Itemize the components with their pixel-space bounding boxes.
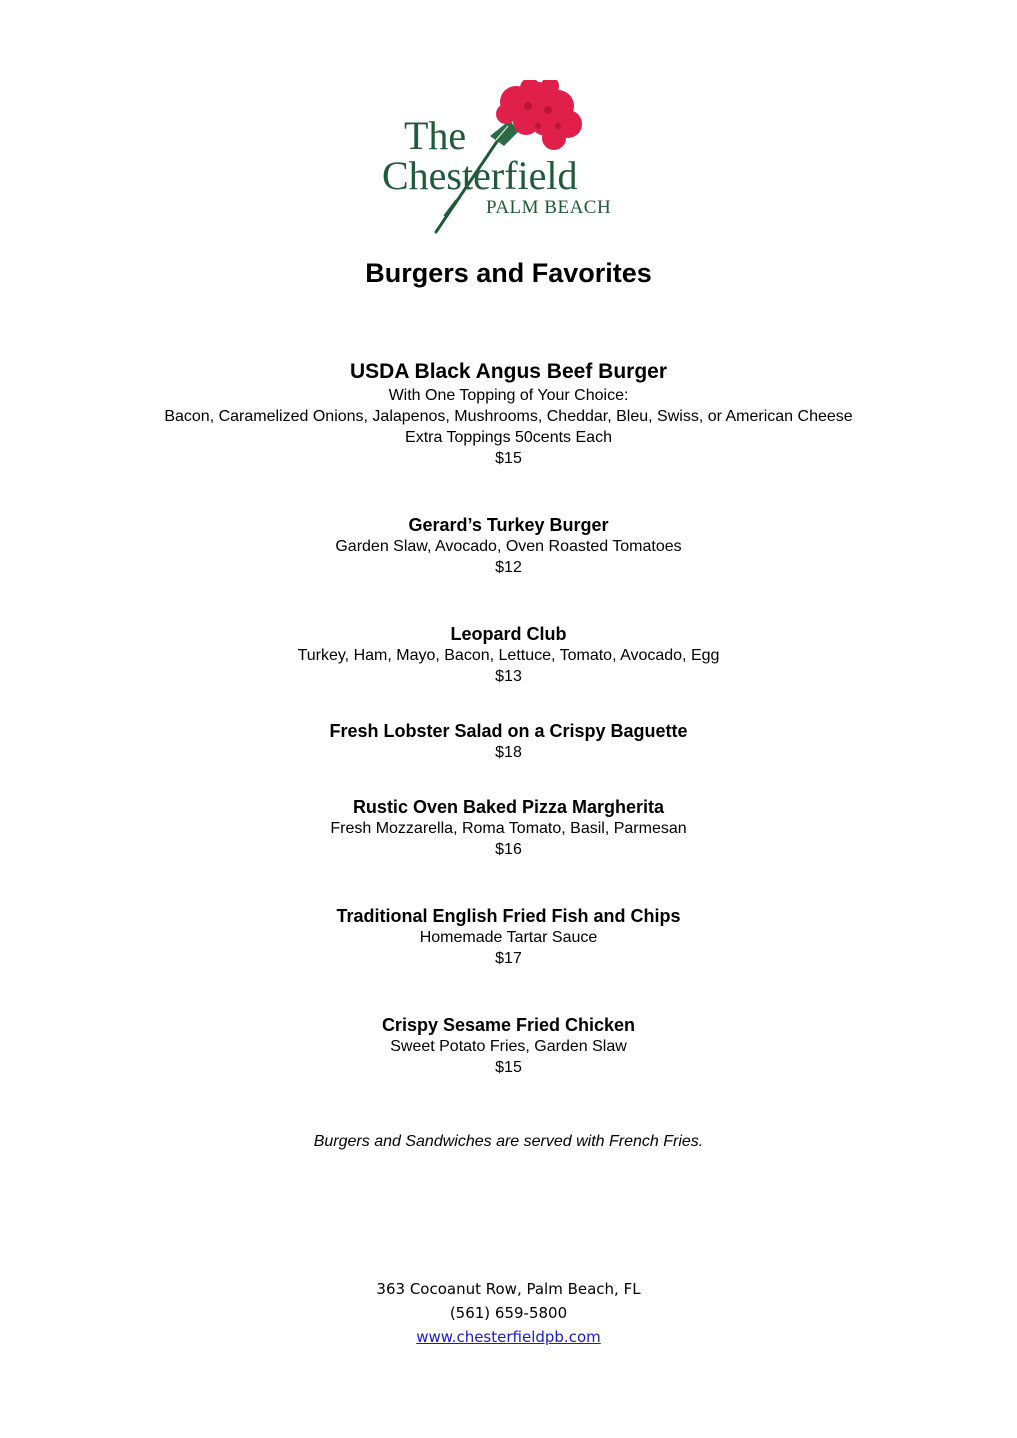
item-price: $15 [495, 450, 522, 467]
logo-line-the: The [404, 113, 467, 158]
menu-item [0, 905, 1017, 969]
phone-number: (561) 659-5800 [449, 1304, 568, 1322]
website-link[interactable]: www.chesterfieldpb.com [416, 1328, 601, 1346]
item-description: Fresh Mozzarella, Roma Tomato, Basil, Parmesan [330, 820, 687, 837]
item-name: Gerard’s Turkey Burger [408, 515, 609, 535]
item-description: Turkey, Ham, Mayo, Bacon, Lettuce, Tomato, Avocado, Egg [297, 647, 720, 664]
logo-line-chesterfield: Chesterfield [382, 153, 578, 198]
item-name: Traditional English Fried Fish and Chips [336, 906, 681, 926]
logo-line-palm-beach: PALM BEACH [486, 197, 612, 218]
item-name: USDA Black Angus Beef Burger [349, 360, 667, 383]
item-description: Bacon, Caramelized Onions, Jalapenos, Mushrooms, Cheddar, Bleu, Swiss, or American Cheese [164, 408, 853, 425]
item-name: Leopard Club [450, 624, 567, 644]
menu-title: Burgers and Favorites [365, 258, 652, 288]
item-price: $16 [495, 841, 522, 858]
item-price: $17 [495, 950, 522, 967]
item-price: $12 [495, 559, 522, 576]
fries-note: Burgers and Sandwiches are served with French Fries. [313, 1133, 704, 1150]
address: 363 Cocoanut Row, Palm Beach, FL [376, 1280, 641, 1298]
item-description: Garden Slaw, Avocado, Oven Roasted Tomatoes [335, 538, 682, 555]
menu-item [0, 359, 1017, 469]
item-price: $15 [495, 1059, 522, 1076]
item-name: Rustic Oven Baked Pizza Margherita [352, 797, 665, 817]
chesterfield-logo [378, 80, 640, 240]
item-description: Extra Toppings 50cents Each [405, 429, 612, 446]
menu-item [0, 514, 1017, 578]
item-name: Crispy Sesame Fried Chicken [381, 1015, 636, 1035]
item-price: $18 [495, 744, 522, 761]
footer [0, 1277, 1017, 1349]
item-description: Sweet Potato Fries, Garden Slaw [390, 1038, 627, 1055]
menu-items [0, 359, 1017, 1111]
menu-item [0, 623, 1017, 687]
menu-item [0, 720, 1017, 763]
menu-item [0, 1014, 1017, 1078]
item-price: $13 [495, 668, 522, 685]
item-description: Homemade Tartar Sauce [419, 929, 598, 946]
item-description: With One Topping of Your Choice: [388, 387, 629, 404]
item-name: Fresh Lobster Salad on a Crispy Baguette [329, 721, 688, 741]
menu-item [0, 796, 1017, 860]
